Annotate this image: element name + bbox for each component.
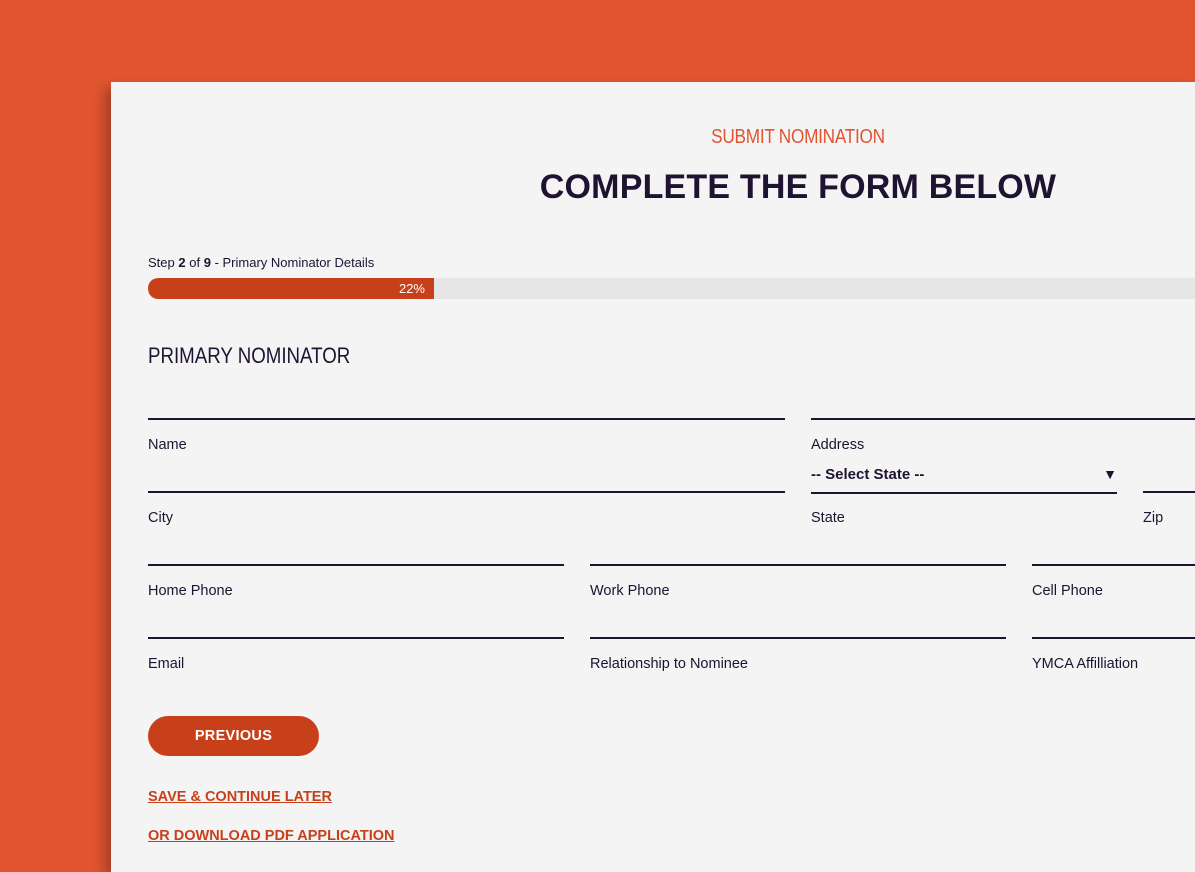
triangle-down-icon: ▼ — [1103, 466, 1117, 482]
address-field[interactable] — [811, 418, 1195, 453]
zip-input[interactable] — [1143, 491, 1195, 493]
home-phone-input[interactable] — [148, 564, 564, 566]
name-field[interactable] — [148, 418, 785, 453]
work-phone-input[interactable] — [590, 564, 1006, 566]
relationship-input[interactable] — [590, 637, 1006, 639]
previous-button[interactable]: PREVIOUS — [148, 716, 319, 756]
work-phone-field[interactable] — [590, 564, 1006, 599]
relationship-field[interactable] — [590, 637, 1006, 672]
step-description: - Primary Nominator Details — [214, 255, 375, 270]
zip-label: Zip — [1143, 510, 1164, 526]
step-of: of — [189, 255, 201, 270]
city-input[interactable] — [148, 491, 785, 493]
email-label: Email — [148, 656, 185, 672]
ymca-label: YMCA Affilliation — [1032, 656, 1139, 672]
name-input[interactable] — [148, 418, 785, 420]
form-card — [111, 82, 1195, 872]
city-label: City — [148, 510, 173, 526]
state-select-value: -- Select State -- — [811, 466, 925, 483]
progress-percent: 22% — [398, 281, 425, 296]
work-phone-label: Work Phone — [590, 583, 670, 599]
email-field[interactable] — [148, 637, 564, 672]
progress-bar — [148, 278, 1195, 299]
home-phone-field[interactable] — [148, 564, 564, 599]
state-field — [811, 491, 1117, 526]
ymca-input[interactable] — [1032, 637, 1195, 639]
download-pdf-link[interactable]: OR DOWNLOAD PDF APPLICATION — [148, 828, 395, 844]
section-title: PRIMARY NOMINATOR — [148, 343, 351, 368]
name-label: Name — [148, 437, 187, 453]
progress-fill — [148, 278, 434, 299]
step-current: 2 — [178, 255, 186, 270]
cell-phone-input[interactable] — [1032, 564, 1195, 566]
cell-phone-field[interactable] — [1032, 564, 1195, 599]
page-title: COMPLETE THE FORM BELOW — [539, 168, 1057, 206]
home-phone-label: Home Phone — [148, 583, 233, 599]
state-label: State — [811, 510, 845, 526]
city-field[interactable] — [148, 491, 785, 526]
address-input[interactable] — [811, 418, 1195, 420]
zip-field[interactable] — [1143, 491, 1195, 526]
step-word: Step — [148, 255, 175, 270]
step-total: 9 — [203, 255, 211, 270]
save-continue-later-link[interactable]: SAVE & CONTINUE LATER — [148, 789, 332, 805]
relationship-label: Relationship to Nominee — [590, 656, 748, 672]
cell-phone-label: Cell Phone — [1032, 583, 1103, 599]
state-select[interactable] — [811, 466, 1117, 494]
step-indicator — [148, 255, 374, 270]
page-eyebrow: SUBMIT NOMINATION — [711, 126, 885, 148]
email-input[interactable] — [148, 637, 564, 639]
ymca-field[interactable] — [1032, 637, 1195, 672]
address-label: Address — [811, 437, 865, 453]
